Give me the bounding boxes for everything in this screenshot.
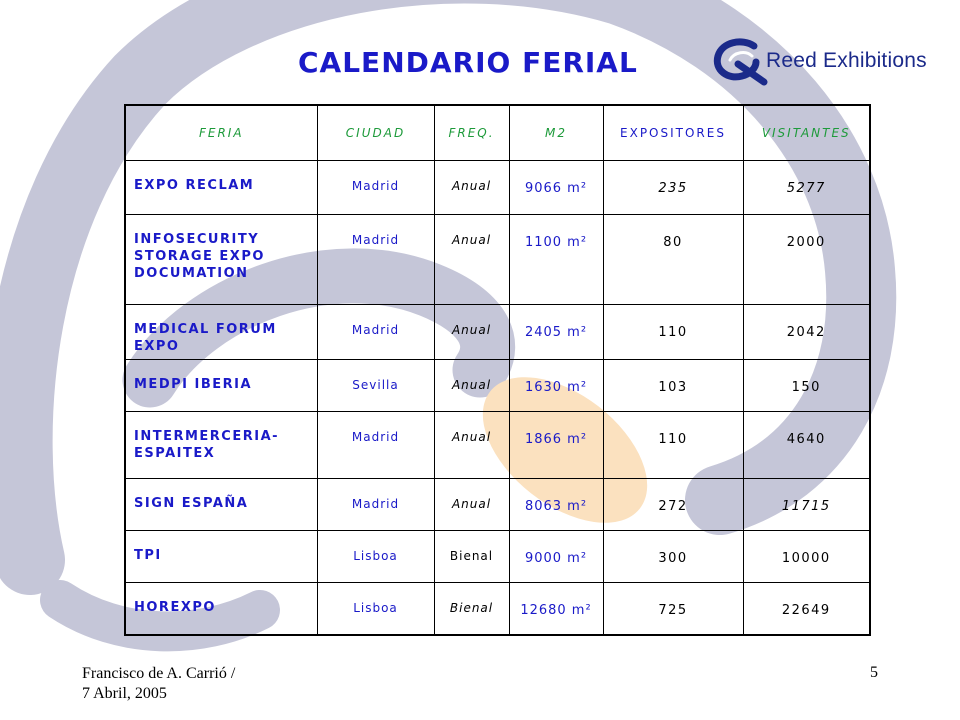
freq-cell: Anual	[434, 161, 509, 215]
table-row	[125, 583, 870, 635]
column-header-ciudad: CIUDAD	[317, 105, 434, 161]
m2-cell: 1866 m²	[509, 412, 603, 479]
feria-cell	[125, 412, 317, 479]
footer-date: 7 Abril, 2005	[82, 685, 167, 702]
feria-name-line: EXPO RECLAM	[134, 178, 255, 193]
table-row	[125, 161, 870, 215]
feria-name-line: INTERMERCERIA-	[134, 429, 280, 444]
expositores-cell: 110	[603, 412, 743, 479]
feria-cell	[125, 215, 317, 305]
feria-cell	[125, 305, 317, 360]
visitantes-cell: 11715	[743, 479, 870, 531]
m2-cell: 12680 m²	[509, 583, 603, 635]
feria-name-line: DOCUMATION	[134, 266, 249, 281]
freq-cell: Anual	[434, 479, 509, 531]
column-header-feria: FERIA	[125, 105, 317, 161]
freq-cell: Anual	[434, 215, 509, 305]
m2-cell: 8063 m²	[509, 479, 603, 531]
ciudad-cell: Lisboa	[317, 531, 434, 583]
freq-cell: Bienal	[434, 531, 509, 583]
freq-cell: Anual	[434, 305, 509, 360]
ciudad-cell: Madrid	[317, 215, 434, 305]
column-header-expositores: EXPOSITORES	[603, 105, 743, 161]
feria-cell	[125, 161, 317, 215]
visitantes-cell: 150	[743, 360, 870, 412]
feria-name-line: STORAGE EXPO	[134, 249, 265, 264]
feria-name-line: TPI	[134, 548, 162, 563]
expositores-cell: 272	[603, 479, 743, 531]
expositores-cell: 110	[603, 305, 743, 360]
feria-cell	[125, 531, 317, 583]
feria-name-line: ESPAITEX	[134, 446, 216, 461]
expositores-cell: 103	[603, 360, 743, 412]
slide-title: CALENDARIO FERIAL	[298, 46, 638, 79]
expositores-cell: 725	[603, 583, 743, 635]
feria-cell	[125, 360, 317, 412]
feria-name-line: MEDPI IBERIA	[134, 377, 253, 392]
m2-cell: 9066 m²	[509, 161, 603, 215]
visitantes-cell: 22649	[743, 583, 870, 635]
expositores-cell: 80	[603, 215, 743, 305]
page-number: 5	[870, 664, 878, 681]
ciudad-cell: Madrid	[317, 305, 434, 360]
feria-cell	[125, 479, 317, 531]
reed-exhibitions-logo	[712, 36, 927, 86]
visitantes-cell: 2000	[743, 215, 870, 305]
ciudad-cell: Lisboa	[317, 583, 434, 635]
feria-name-line: HOREXPO	[134, 600, 216, 615]
visitantes-cell: 2042	[743, 305, 870, 360]
table-row	[125, 479, 870, 531]
column-header-visitantes: VISITANTES	[743, 105, 870, 161]
table-row	[125, 412, 870, 479]
feria-name-line: SIGN ESPAÑA	[134, 496, 249, 511]
footer-author: Francisco de A. Carrió /	[82, 665, 236, 682]
m2-cell: 9000 m²	[509, 531, 603, 583]
freq-cell: Bienal	[434, 583, 509, 635]
trade-fair-calendar-table	[124, 104, 871, 636]
ciudad-cell: Sevilla	[317, 360, 434, 412]
ciudad-cell: Madrid	[317, 161, 434, 215]
visitantes-cell: 4640	[743, 412, 870, 479]
column-header-m2: M2	[509, 105, 603, 161]
m2-cell: 1100 m²	[509, 215, 603, 305]
freq-cell: Anual	[434, 360, 509, 412]
feria-name-line: EXPO	[134, 339, 180, 354]
m2-cell: 1630 m²	[509, 360, 603, 412]
feria-name-line: INFOSECURITY	[134, 232, 260, 247]
feria-cell	[125, 583, 317, 635]
ciudad-cell: Madrid	[317, 412, 434, 479]
footer-author-date	[82, 664, 235, 704]
visitantes-cell: 10000	[743, 531, 870, 583]
header-row	[125, 105, 870, 161]
visitantes-cell: 5277	[743, 161, 870, 215]
table-row	[125, 360, 870, 412]
ciudad-cell: Madrid	[317, 479, 434, 531]
table-row	[125, 305, 870, 360]
m2-cell: 2405 m²	[509, 305, 603, 360]
freq-cell: Anual	[434, 412, 509, 479]
reed-logo-icon	[712, 36, 772, 86]
expositores-cell: 300	[603, 531, 743, 583]
table-row	[125, 531, 870, 583]
feria-name-line: MEDICAL FORUM	[134, 322, 277, 337]
logo-wordmark: Reed Exhibitions	[766, 49, 927, 72]
table-row	[125, 215, 870, 305]
column-header-freq: FREQ.	[434, 105, 509, 161]
expositores-cell: 235	[603, 161, 743, 215]
